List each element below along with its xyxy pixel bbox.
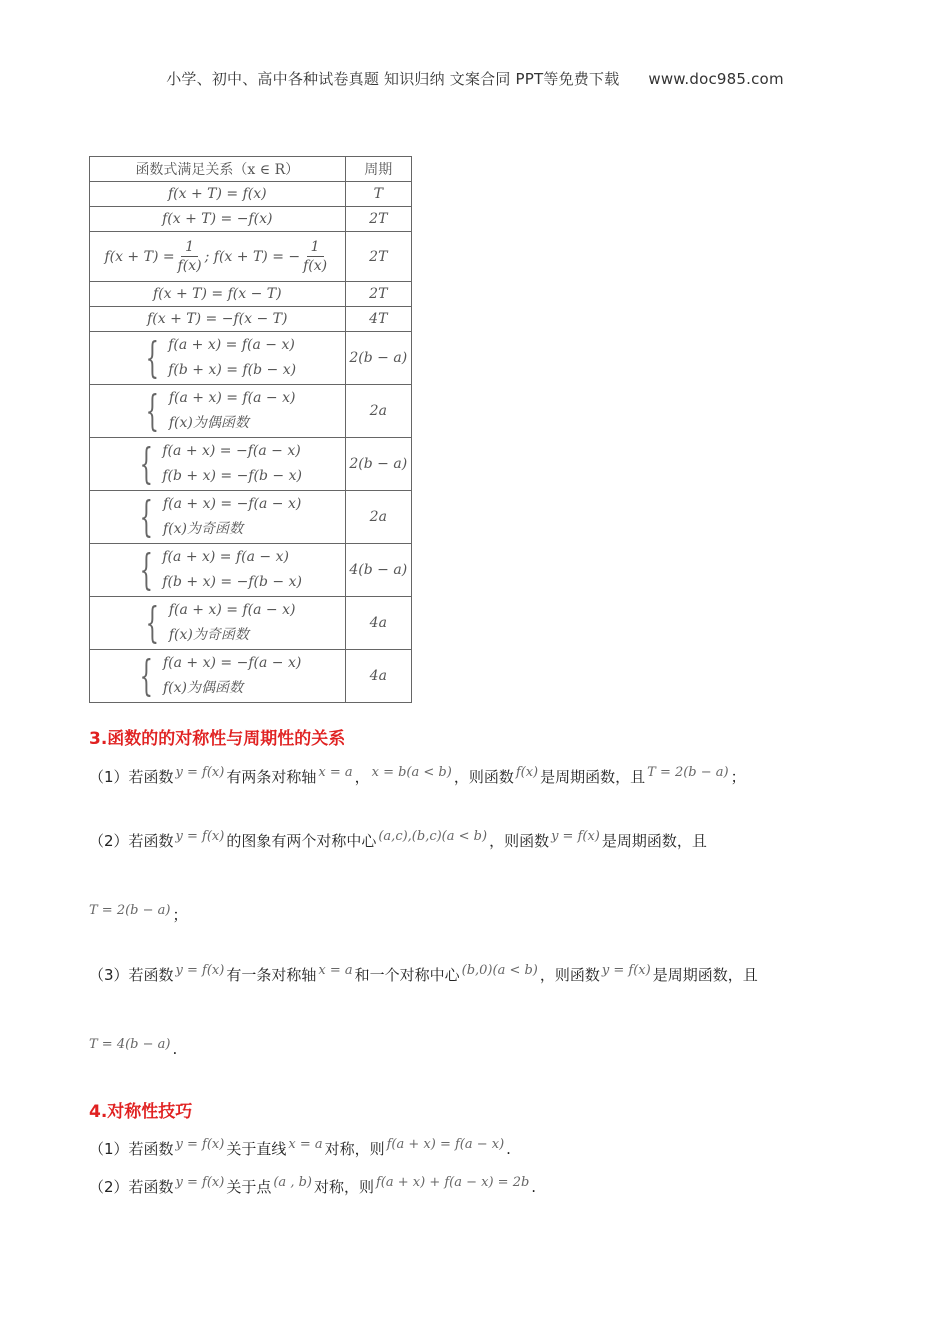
condition-cell: f(x + T) = f(x − T)	[90, 282, 346, 307]
formula: y = f(x)	[175, 765, 225, 780]
section-3-item-1	[89, 766, 746, 787]
formula: (a,c),(b,c)(a < b)	[378, 829, 488, 844]
denominator: f(x)	[177, 258, 202, 274]
text: （1）若函数	[89, 768, 174, 786]
header-site-url: www.doc985.com	[648, 70, 784, 88]
text: （3）若函数	[89, 966, 174, 984]
table-row	[90, 385, 412, 438]
condition-line: f(a + x) = −f(a − x)	[162, 655, 302, 671]
formula: x = a	[318, 963, 353, 978]
condition-line: f(x)为奇函数	[162, 521, 243, 537]
period-cell: 2(b − a)	[345, 332, 411, 385]
numerator: 1	[181, 238, 198, 257]
left-brace: {	[139, 492, 154, 541]
condition-line: f(x)为偶函数	[168, 415, 249, 431]
text: 有两条对称轴	[226, 768, 317, 786]
formula: x = b(a < b)	[371, 765, 452, 780]
formula: x = a	[288, 1137, 323, 1152]
left-brace: {	[139, 651, 154, 700]
text: .	[531, 1178, 537, 1196]
text: ；	[172, 906, 188, 924]
period-cell: 2a	[345, 385, 411, 438]
table-row	[90, 207, 412, 232]
condition-cell	[90, 597, 346, 650]
period-cell: 4(b − a)	[345, 544, 411, 597]
period-cell: 2a	[345, 491, 411, 544]
period-cell: 2T	[345, 232, 411, 282]
text: ，则函数	[489, 832, 550, 850]
formula: y = f(x)	[601, 963, 651, 978]
formula: y = f(x)	[175, 829, 225, 844]
section-4-title: 4.对称性技巧	[89, 1102, 193, 1122]
header-text: 小学、初中、高中各种试卷真题 知识归纳 文案合同 PPT等免费下载	[166, 70, 620, 88]
text: 有一条对称轴	[226, 966, 317, 984]
formula: (a , b)	[273, 1175, 312, 1190]
condition-line: f(b + x) = −f(b − x)	[162, 468, 302, 484]
condition-cell: f(x + T) = −f(x)	[90, 207, 346, 232]
condition-line: f(a + x) = −f(a − x)	[162, 496, 302, 512]
left-brace: {	[145, 333, 159, 382]
condition-line: f(a + x) = f(a − x)	[168, 602, 296, 618]
table-row	[90, 650, 412, 703]
formula: T = 2(b − a)	[647, 765, 729, 780]
formula: f(x)	[515, 765, 539, 780]
text: 的图象有两个对称中心	[226, 832, 377, 850]
page-header	[0, 68, 950, 89]
table-row	[90, 232, 412, 282]
text: 是周期函数，且	[652, 966, 758, 984]
period-cell: 4a	[345, 597, 411, 650]
condition-line: f(b + x) = −f(b − x)	[162, 574, 302, 590]
condition-cell	[90, 385, 346, 438]
condition-cell	[90, 491, 346, 544]
period-relation-table	[89, 156, 412, 703]
period-cell: 2T	[345, 282, 411, 307]
table-row	[90, 491, 412, 544]
left-brace: {	[145, 598, 160, 647]
condition-cell: f(x + T) = −f(x − T)	[90, 307, 346, 332]
text: 是周期函数，且	[601, 832, 707, 850]
period-cell: 2(b − a)	[345, 438, 411, 491]
condition-line: f(x)为奇函数	[168, 627, 249, 643]
table-row	[90, 544, 412, 597]
text: 是周期函数，且	[540, 768, 646, 786]
section-3-item-3	[89, 964, 758, 985]
table-row	[90, 597, 412, 650]
condition-cell	[90, 650, 346, 703]
table-row	[90, 332, 412, 385]
condition-line: f(b + x) = f(b − x)	[168, 362, 297, 378]
text: ，	[354, 768, 370, 786]
left-brace: {	[139, 439, 153, 488]
condition-cell: f(x + T) = f(x)	[90, 182, 346, 207]
text: ，则函数	[453, 768, 514, 786]
text: 关于直线	[226, 1140, 287, 1158]
text: .	[506, 1140, 511, 1158]
formula: y = f(x)	[551, 829, 600, 844]
period-cell: T	[345, 182, 411, 207]
frac-lhs-1: f(x + T) =	[104, 248, 175, 265]
formula: x = a	[318, 765, 353, 780]
numerator: 1	[307, 238, 324, 257]
section-4-item-1	[89, 1138, 511, 1159]
frac-lhs-2: ; f(x + T) = −	[204, 248, 301, 265]
period-cell: 2T	[345, 207, 411, 232]
condition-line: f(a + x) = f(a − x)	[168, 390, 296, 406]
header-condition: 函数式满足关系（x ∈ R）	[90, 157, 346, 182]
formula: y = f(x)	[175, 1137, 225, 1152]
denominator: f(x)	[303, 258, 328, 274]
section-3-item-2	[89, 830, 707, 851]
period-cell: 4T	[345, 307, 411, 332]
table-row	[90, 438, 412, 491]
text: .	[172, 1040, 178, 1058]
condition-cell	[90, 544, 346, 597]
table-row	[90, 307, 412, 332]
text: 关于点	[226, 1178, 272, 1196]
left-brace: {	[145, 386, 160, 435]
period-cell: 4a	[345, 650, 411, 703]
text: （1）若函数	[89, 1140, 174, 1158]
condition-cell	[90, 332, 346, 385]
condition-cell	[90, 438, 346, 491]
formula: T = 4(b − a)	[89, 1037, 171, 1052]
formula: T = 2(b − a)	[89, 903, 171, 918]
text: ；	[730, 768, 746, 786]
formula: y = f(x)	[175, 1175, 225, 1190]
header-period: 周期	[345, 157, 411, 182]
section-3-item-3-cont	[89, 1037, 178, 1058]
formula: y = f(x)	[175, 963, 225, 978]
condition-line: f(x)为偶函数	[162, 680, 243, 696]
formula: f(a + x) = f(a − x)	[386, 1137, 505, 1152]
text: （2）若函数	[89, 1178, 174, 1196]
fraction-2	[303, 238, 327, 275]
condition-cell	[90, 232, 346, 282]
table-row	[90, 282, 412, 307]
text: ，则函数	[539, 966, 600, 984]
text: 和一个对称中心	[354, 966, 460, 984]
text: 对称，则	[324, 1140, 385, 1158]
fraction-1	[178, 238, 202, 275]
table-row	[90, 182, 412, 207]
text: 对称，则	[313, 1178, 374, 1196]
condition-line: f(a + x) = f(a − x)	[168, 337, 295, 353]
table-header-row	[90, 157, 412, 182]
section-3-title: 3.函数的的对称性与周期性的关系	[89, 729, 346, 749]
section-4-item-2	[89, 1176, 536, 1197]
text: （2）若函数	[89, 832, 174, 850]
left-brace: {	[139, 545, 153, 594]
formula: (b,0)(a < b)	[461, 963, 538, 978]
section-3-item-2-cont	[89, 904, 188, 925]
formula: f(a + x) + f(a − x) = 2b	[376, 1175, 530, 1190]
condition-line: f(a + x) = f(a − x)	[162, 549, 289, 565]
condition-line: f(a + x) = −f(a − x)	[162, 443, 301, 459]
